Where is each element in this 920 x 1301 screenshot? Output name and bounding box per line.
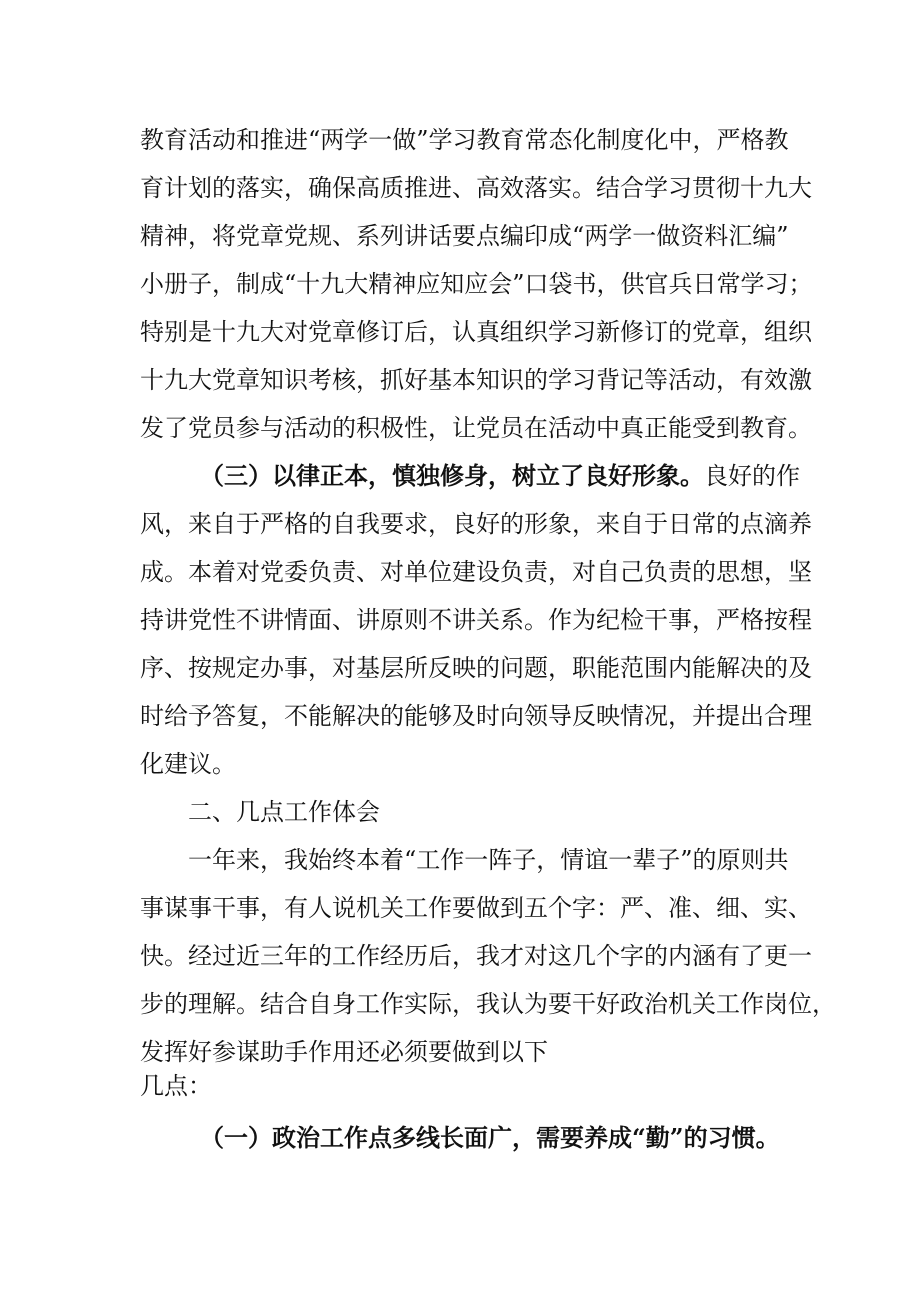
para2-first-line [200, 461, 800, 490]
para2-line-5: 序、按规定办事，对基层所反映的问题，职能范围内能解决的及 [140, 654, 812, 682]
para2-line-7: 化建议。 [140, 750, 236, 778]
para3-line-6: 几点： [140, 1072, 212, 1100]
para2-line-2: 风，来自于严格的自我要求，良好的形象，来自于日常的点滴养 [140, 510, 812, 538]
para1-line-1: 教育活动和推进“两学一做”学习教育常态化制度化中，严格教 [140, 126, 789, 154]
subheading: （一）政治工作点多线长面广，需要养成“勤”的习惯。 [200, 1123, 780, 1152]
para1-line-7: 发了党员参与活动的积极性，让党员在活动中真正能受到教育。 [140, 414, 812, 442]
para3-line-1: 一年来，我始终本着“工作一阵子，情谊一辈子”的原则共 [188, 846, 789, 874]
para1-line-2: 育计划的落实，确保高质推进、高效落实。结合学习贯彻十九大 [140, 174, 812, 202]
para1-line-5: 特别是十九大对党章修订后，认真组织学习新修订的党章，组织 [140, 318, 812, 346]
para3-line-4: 步的理解。结合自身工作实际，我认为要干好政治机关工作岗位， [140, 990, 836, 1018]
section-heading: 二、几点工作体会 [188, 798, 380, 826]
para1-line-4: 小册子，制成“十九大精神应知应会”口袋书，供官兵日常学习； [140, 270, 813, 298]
para2-bold-lead: （三）以律正本，慎独修身，树立了良好形象。 [200, 461, 704, 490]
para2-line-4: 持讲党性不讲情面、讲原则不讲关系。作为纪检干事，严格按程 [140, 606, 812, 634]
para3-line-5: 发挥好参谋助手作用还必须要做到以下 [140, 1038, 548, 1066]
para2-lead-rest: 良好的作 [704, 462, 800, 490]
para1-line-3: 精神，将党章党规、系列讲话要点编印成“两学一做资料汇编” [140, 222, 789, 250]
para2-line-3: 成。本着对党委负责、对单位建设负责，对自己负责的思想，坚 [140, 558, 812, 586]
para1-line-6: 十九大党章知识考核，抓好基本知识的学习背记等活动，有效激 [140, 366, 812, 394]
para3-line-3: 快。经过近三年的工作经历后，我才对这几个字的内涵有了更一 [140, 942, 812, 970]
para3-line-2: 事谋事干事，有人说机关工作要做到五个字：严、准、细、实、 [140, 894, 812, 922]
para2-line-6: 时给予答复，不能解决的能够及时向领导反映情况，并提出合理 [140, 702, 812, 730]
